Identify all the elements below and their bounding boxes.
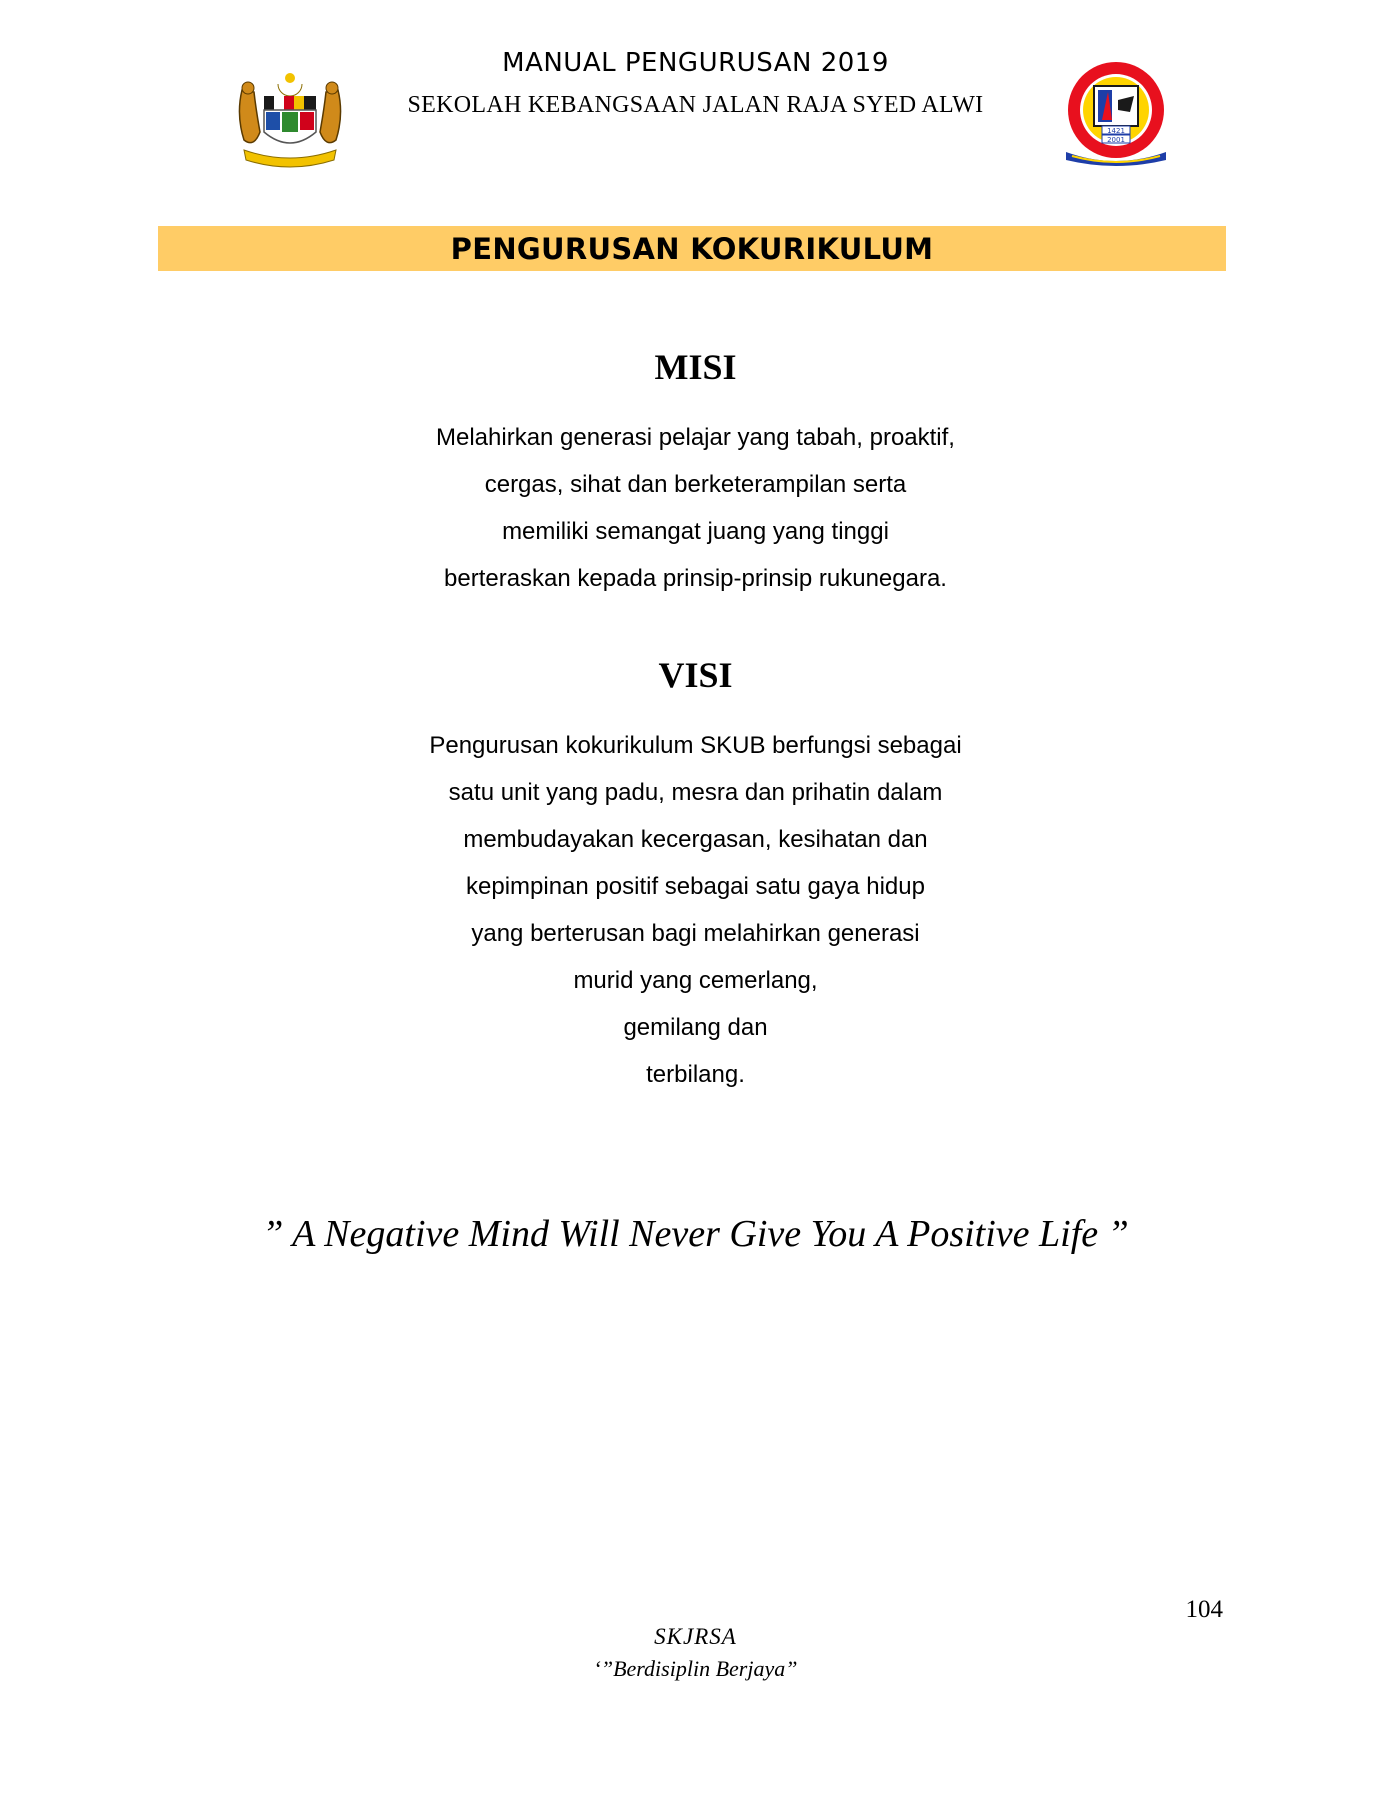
section-banner <box>158 226 1226 271</box>
misi-line: berteraskan kepada prinsip-prinsip rukunegara. <box>444 565 947 592</box>
visi-line: satu unit yang padu, mesra dan prihatin dalam <box>448 779 943 806</box>
motivational-quote: ” A Negative Mind Will Never Give You A Positive Life ” <box>262 1213 1129 1255</box>
visi-line: terbilang. <box>646 1061 745 1088</box>
school-name: SEKOLAH KEBANGSAAN JALAN RAJA SYED ALWI <box>407 92 984 118</box>
misi-heading: MISI <box>654 347 737 387</box>
visi-line: kepimpinan positif sebagai satu gaya hidup <box>466 873 925 900</box>
footer-school-abbrev: SKJRSA <box>654 1624 737 1649</box>
visi-line: membudayakan kecergasan, kesihatan dan <box>463 826 928 853</box>
coat-of-arms-icon <box>234 70 346 170</box>
misi-text <box>0 414 1391 602</box>
manual-title: MANUAL PENGURUSAN 2019 <box>502 48 889 78</box>
visi-line: yang berterusan bagi melahirkan generasi <box>471 920 920 947</box>
footer-motto: ‘”Berdisiplin Berjaya” <box>593 1656 798 1681</box>
crest-year-gregorian: 2001 <box>1107 136 1125 144</box>
misi-line: Melahirkan generasi pelajar yang tabah, proaktif, <box>436 424 955 451</box>
crest-year-hijri: 1421 <box>1107 127 1125 135</box>
visi-line: murid yang cemerlang, <box>573 967 818 994</box>
visi-line: gemilang dan <box>623 1014 768 1041</box>
misi-line: memiliki semangat juang yang tinggi <box>502 518 889 545</box>
banner-title: PENGURUSAN KOKURIKULUM <box>450 231 934 266</box>
misi-line: cergas, sihat dan berketerampilan serta <box>484 471 907 498</box>
visi-text <box>0 722 1391 1098</box>
school-crest-icon <box>1058 60 1174 170</box>
visi-line: Pengurusan kokurikulum SKUB berfungsi sebagai <box>429 732 962 759</box>
visi-heading: VISI <box>658 655 733 695</box>
page-number: 104 <box>1185 1596 1223 1623</box>
